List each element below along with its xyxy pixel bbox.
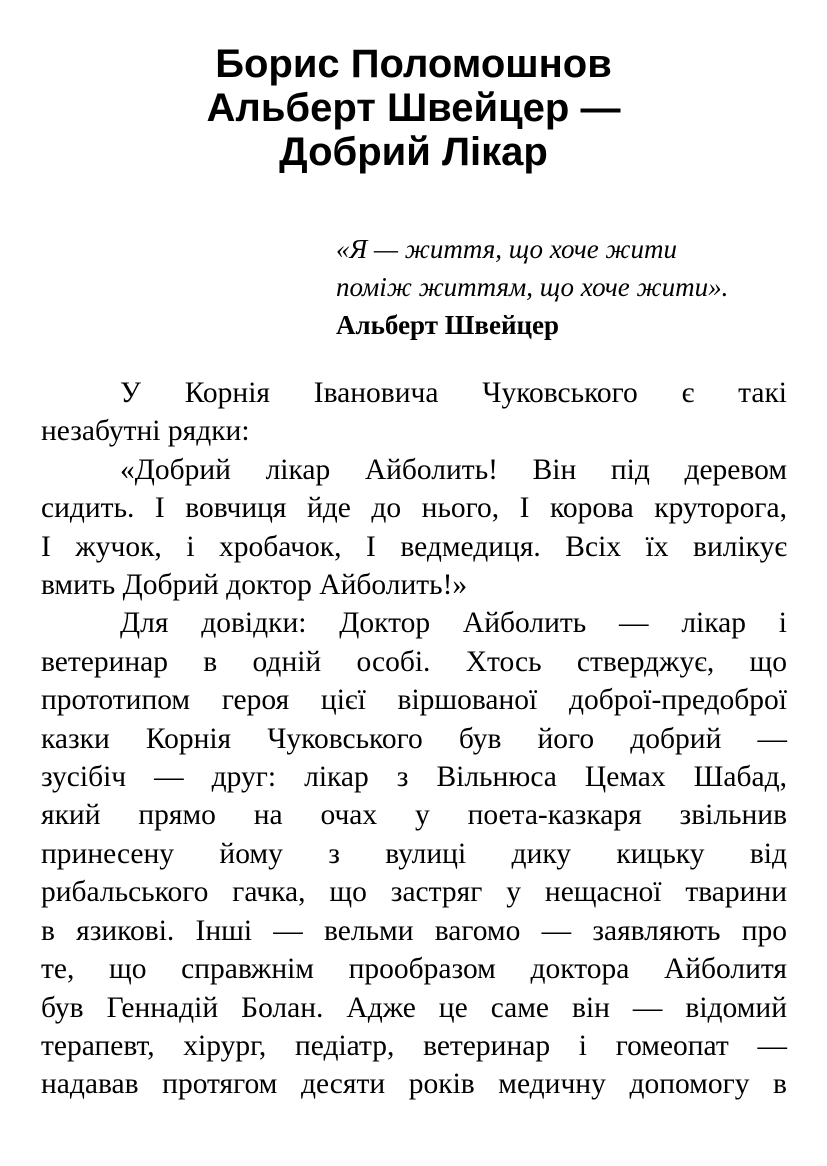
paragraph-line: був Геннадій Болан. Адже це саме він — відомий (41, 991, 787, 1024)
paragraph-line: в язикові. Інші — вельми вагомо — заявляють про (41, 914, 787, 947)
epigraph-author: Альберт Швейцер (336, 310, 560, 340)
paragraph-line: надавав протягом десяти років медичну допомогу в (41, 1068, 787, 1101)
paragraph-line: рибальського гачка, що застряг у нещасної тварини (41, 876, 787, 909)
title-author-line: Борис Поломошнов (215, 42, 612, 86)
epigraph (336, 230, 806, 344)
title-line-2: Альберт Швейцер — (206, 86, 621, 130)
body-text (41, 374, 787, 1104)
paragraph-line: зусібіч — друг: лікар з Вільнюса Цемах Шабад, (41, 761, 787, 794)
paragraph-line: вмить Добрий доктор Айболить!» (41, 569, 468, 602)
paragraph-2-quote (41, 451, 787, 605)
paragraph-line: прототипом героя цієї віршованої доброї-предоброї (41, 684, 787, 717)
paragraph-1 (41, 374, 787, 451)
paragraph-line: «Добрий лікар Айболить! Він під деревом (120, 453, 787, 486)
paragraph-3 (41, 604, 787, 1103)
paragraph-line: У Корнія Івановича Чуковського є такі (120, 377, 787, 409)
paragraph-line: терапевт, хірург, педіатр, ветеринар і гомеопат — (41, 1029, 787, 1062)
document-title (0, 42, 827, 174)
paragraph-line: який прямо на очах у поета-казкаря звільнив (41, 799, 787, 832)
epigraph-quote-line-1: «Я — життя, що хоче жити (336, 234, 678, 264)
paragraph-line: І жучок, і хробачок, І ведмедиця. Всіх їх вилікує (41, 530, 787, 563)
paragraph-line: те, що справжнім прообразом доктора Айболитя (41, 953, 787, 986)
paragraph-line: казки Корнія Чуковського був його добрий — (41, 722, 787, 755)
paragraph-line: сидить. І вовчиця йде до нього, І корова круторога, (41, 492, 787, 525)
paragraph-line: ветеринар в одній особі. Хтось стверджує, що (41, 645, 787, 678)
paragraph-line: незабутні рядки: (41, 415, 250, 448)
paragraph-line: Для довідки: Доктор Айболить — лікар і (120, 607, 787, 640)
epigraph-quote-line-2: поміж життям, що хоче жити». (336, 272, 729, 302)
title-line-3: Добрий Лікар (279, 130, 548, 174)
paragraph-line: принесену йому з вулиці дику кицьку від (41, 837, 787, 870)
